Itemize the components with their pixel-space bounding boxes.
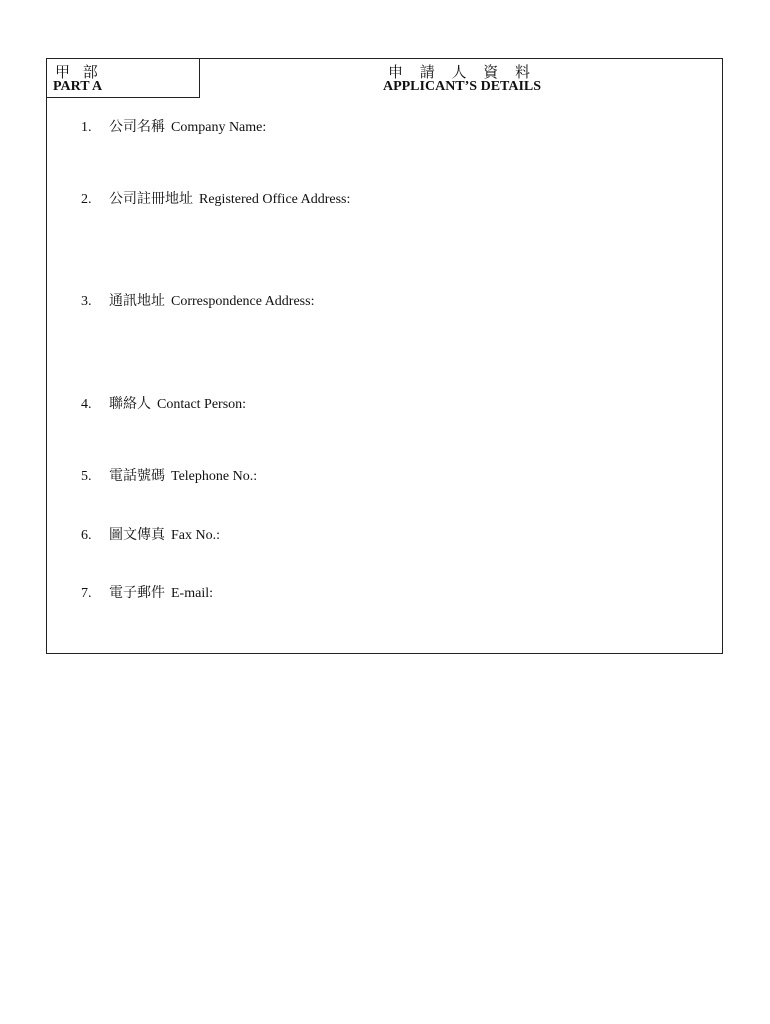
- field-number: 4.: [81, 397, 92, 412]
- part-label-english: PART A: [53, 79, 103, 94]
- field-number: 2.: [81, 192, 92, 207]
- applicant-details-form: [46, 58, 723, 654]
- field-label-english: Fax No.:: [171, 528, 220, 543]
- field-number: 3.: [81, 294, 92, 309]
- field-label-english: Correspondence Address:: [171, 294, 315, 309]
- field-label-chinese: 電子郵件: [109, 585, 165, 601]
- section-title-chinese: 申 請 人 資 料: [387, 63, 537, 81]
- field-label-chinese: 公司名稱: [109, 119, 165, 135]
- field-number: 7.: [81, 586, 92, 601]
- field-label-english: Registered Office Address:: [199, 192, 351, 207]
- part-label-chinese: 甲 部: [55, 63, 102, 81]
- field-number: 6.: [81, 528, 92, 543]
- field-label-english: E-mail:: [171, 586, 213, 601]
- field-contact-person: [81, 393, 246, 413]
- field-fax-no: [81, 524, 220, 544]
- field-telephone-no: [81, 465, 257, 485]
- field-label-chinese: 公司註冊地址: [109, 191, 193, 207]
- field-correspondence-address: [81, 290, 314, 310]
- field-label-english: Contact Person:: [157, 397, 247, 412]
- field-label-chinese: 聯絡人: [109, 396, 151, 412]
- field-label-chinese: 通訊地址: [109, 293, 165, 309]
- part-label-cell: [47, 59, 200, 98]
- field-email: [81, 582, 213, 602]
- field-registered-office-address: [81, 188, 350, 208]
- field-label-chinese: 電話號碼: [109, 468, 165, 484]
- section-title-english: APPLICANT’S DETAILS: [382, 79, 542, 94]
- field-label-chinese: 圖文傳真: [109, 527, 165, 543]
- field-label-english: Telephone No.:: [171, 469, 258, 484]
- field-number: 1.: [81, 120, 92, 135]
- field-number: 5.: [81, 469, 92, 484]
- field-label-english: Company Name:: [171, 120, 267, 135]
- field-company-name: [81, 116, 266, 136]
